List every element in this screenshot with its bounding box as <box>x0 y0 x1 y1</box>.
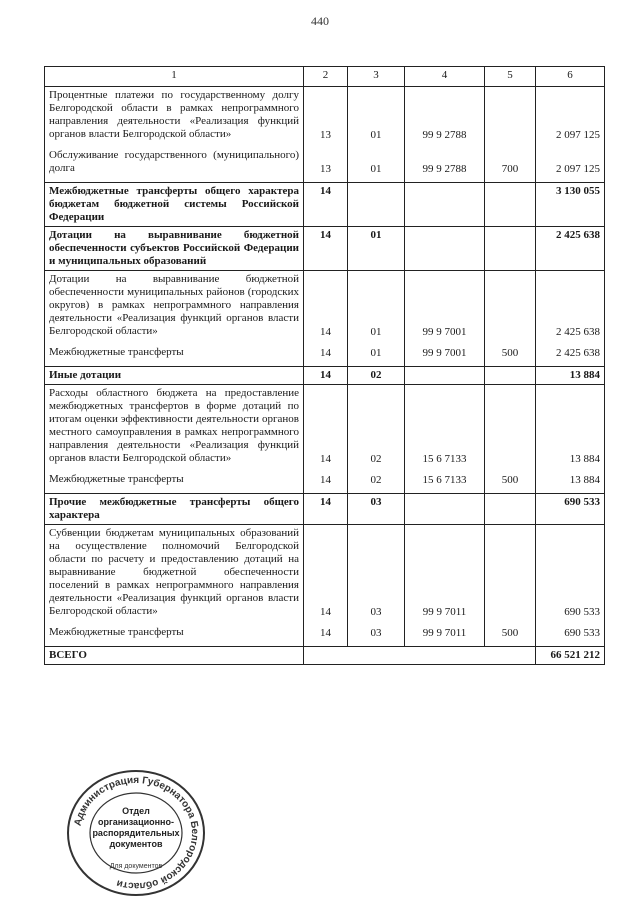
row-description <box>45 87 304 183</box>
stamp-center-line: документов <box>109 839 163 849</box>
svg-text:Для документов: Для документов <box>109 863 163 870</box>
cell-value: 2 097 125 <box>556 128 600 141</box>
cell-c3 <box>348 183 405 227</box>
table-row <box>45 367 605 385</box>
header-col-3: 3 <box>348 67 405 87</box>
cell-c5 <box>485 183 536 227</box>
cell-c6: 13 884 <box>536 367 605 385</box>
cell-value: 14 <box>320 452 331 465</box>
cell-c6 <box>536 385 605 494</box>
stamp-center-line: Отдел <box>122 806 150 816</box>
cell-c2: 14 <box>304 494 348 525</box>
cell-value: 700 <box>501 162 519 175</box>
table-row <box>45 227 605 271</box>
cell-value: 2 425 638 <box>556 325 600 338</box>
table-row <box>45 183 605 227</box>
cell-c2 <box>304 525 348 647</box>
cell-value: 15 6 7133 <box>422 473 467 486</box>
line-item-text: Дотации на выравнивание бюджетной обеспеченности муниципальных районов (городских округов) в рамках непрограммного направления деятельности «Реализация функций органов власти Белгородской области» <box>49 273 299 337</box>
cell-c3: 03 <box>348 494 405 525</box>
official-stamp <box>62 768 210 898</box>
table-row <box>45 525 605 647</box>
table-row <box>45 385 605 494</box>
header-col-1: 1 <box>45 67 304 87</box>
cell-value: 14 <box>320 605 331 618</box>
total-spacer <box>304 647 536 665</box>
cell-value: 03 <box>370 605 382 618</box>
line-item-text: Обслуживание государственного (муниципального) долга <box>49 149 299 174</box>
cell-value: 99 9 2788 <box>422 128 467 141</box>
budget-table <box>44 66 605 665</box>
total-label: ВСЕГО <box>45 647 304 665</box>
cell-value: 14 <box>320 325 331 338</box>
total-amount: 66 521 212 <box>536 647 605 665</box>
cell-c6 <box>536 87 605 183</box>
cell-c5 <box>485 367 536 385</box>
row-description <box>45 271 304 367</box>
cell-c2 <box>304 87 348 183</box>
cell-value: 14 <box>320 473 331 486</box>
cell-value: 13 <box>320 162 331 175</box>
cell-c4 <box>405 87 485 183</box>
line-item-text: Субвенции бюджетам муниципальных образований на осуществление полномочий Белгородской области по расчету и предоставлению дотаций на выравнивание бюджетной обеспеченности поселений в рамках непрограммного направления деятельности «Реализация функций органов власти Белгородской области» <box>49 527 299 617</box>
row-description: Дотации на выравнивание бюджетной обеспеченности субъектов Российской Федерации и муниципальных образований <box>45 227 304 271</box>
cell-value: 13 <box>320 128 331 141</box>
header-col-4: 4 <box>405 67 485 87</box>
cell-c6: 690 533 <box>536 494 605 525</box>
cell-c4 <box>405 494 485 525</box>
cell-value: 500 <box>501 346 519 359</box>
stamp-center-line: организационно- <box>97 817 175 827</box>
cell-c2 <box>304 385 348 494</box>
cell-value <box>489 453 531 466</box>
line-item-text: Межбюджетные трансферты <box>49 473 184 485</box>
cell-value: 01 <box>370 325 382 338</box>
cell-value: 99 9 7011 <box>422 605 467 618</box>
cell-value: 13 884 <box>569 473 600 486</box>
table-row <box>45 271 605 367</box>
header-row <box>45 67 605 87</box>
row-description: Прочие межбюджетные трансферты общего характера <box>45 494 304 525</box>
cell-c2: 14 <box>304 227 348 271</box>
cell-c5 <box>485 271 536 367</box>
cell-value: 13 884 <box>569 452 600 465</box>
cell-value <box>489 326 531 339</box>
cell-value: 500 <box>501 473 519 486</box>
cell-c4 <box>405 367 485 385</box>
cell-value <box>489 129 531 142</box>
cell-value: 02 <box>370 452 382 465</box>
table-row <box>45 87 605 183</box>
cell-value: 02 <box>370 473 382 486</box>
cell-value <box>489 606 531 619</box>
svg-text:Администрация Губернатора Белг: Администрация Губернатора Белгородской области <box>72 774 201 892</box>
stamp-center-line: распорядительных <box>92 828 180 838</box>
line-item-text: Расходы областного бюджета на предоставление межбюджетных трансфертов в форме дотаций по итогам оценки эффективности деятельности органов местного самоуправления в рамках непрограммного направления деятельности «Реализация функций органов власти Белгородской области» <box>49 387 299 464</box>
cell-value: 500 <box>501 626 519 639</box>
cell-c2 <box>304 271 348 367</box>
row-description: Иные дотации <box>45 367 304 385</box>
cell-c3 <box>348 87 405 183</box>
table-row <box>45 647 605 665</box>
cell-c5 <box>485 385 536 494</box>
cell-c4 <box>405 385 485 494</box>
cell-c4 <box>405 271 485 367</box>
cell-c5 <box>485 87 536 183</box>
cell-value: 15 6 7133 <box>422 452 467 465</box>
cell-c3: 01 <box>348 227 405 271</box>
cell-c5 <box>485 525 536 647</box>
cell-c3: 02 <box>348 367 405 385</box>
cell-c2: 14 <box>304 183 348 227</box>
header-col-6: 6 <box>536 67 605 87</box>
cell-value: 01 <box>370 162 382 175</box>
header-col-2: 2 <box>304 67 348 87</box>
header-col-5: 5 <box>485 67 536 87</box>
cell-c6 <box>536 271 605 367</box>
cell-value: 03 <box>370 626 382 639</box>
cell-c3 <box>348 525 405 647</box>
cell-value: 99 9 7001 <box>422 346 467 359</box>
line-item-text: Межбюджетные трансферты <box>49 626 184 638</box>
cell-value: 01 <box>370 346 382 359</box>
cell-value: 690 533 <box>564 605 600 618</box>
cell-value: 99 9 7011 <box>422 626 467 639</box>
cell-value: 01 <box>370 128 382 141</box>
cell-value: 14 <box>320 626 331 639</box>
cell-c4 <box>405 227 485 271</box>
cell-c4 <box>405 183 485 227</box>
cell-c5 <box>485 494 536 525</box>
cell-c6: 2 425 638 <box>536 227 605 271</box>
cell-c2: 14 <box>304 367 348 385</box>
row-description: Межбюджетные трансферты общего характера бюджетам бюджетной системы Российской Федерации <box>45 183 304 227</box>
row-description <box>45 525 304 647</box>
page-number: 440 <box>311 14 329 28</box>
cell-c5 <box>485 227 536 271</box>
line-item-text: Межбюджетные трансферты <box>49 346 184 358</box>
cell-c3 <box>348 385 405 494</box>
cell-value: 2 425 638 <box>556 346 600 359</box>
cell-value: 99 9 2788 <box>422 162 467 175</box>
cell-c6 <box>536 525 605 647</box>
cell-value: 690 533 <box>564 626 600 639</box>
cell-c3 <box>348 271 405 367</box>
cell-c4 <box>405 525 485 647</box>
cell-value: 14 <box>320 346 331 359</box>
cell-value: 2 097 125 <box>556 162 600 175</box>
cell-value: 99 9 7001 <box>422 325 467 338</box>
line-item-text: Процентные платежи по государственному долгу Белгородской области в рамках непрограммного направления деятельности «Реализация функций органов власти Белгородской области» <box>49 89 299 140</box>
cell-c6: 3 130 055 <box>536 183 605 227</box>
row-description <box>45 385 304 494</box>
table-row <box>45 494 605 525</box>
